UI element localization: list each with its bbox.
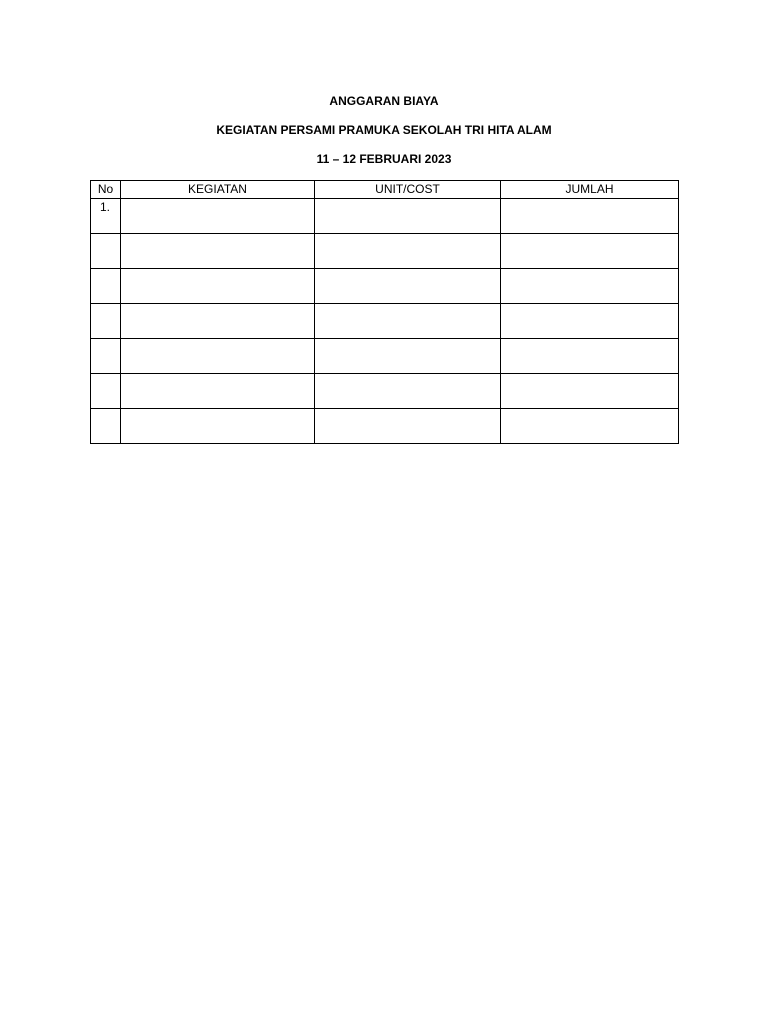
cell-unit-cost	[315, 409, 501, 444]
cell-jumlah	[501, 304, 679, 339]
cell-unit-cost	[315, 234, 501, 269]
cell-kegiatan	[121, 199, 315, 234]
header-jumlah: JUMLAH	[501, 181, 679, 199]
table-header	[91, 181, 679, 199]
cell-unit-cost	[315, 304, 501, 339]
cell-no	[91, 409, 121, 444]
table-body	[91, 199, 679, 444]
table-row	[91, 409, 679, 444]
cell-unit-cost	[315, 339, 501, 374]
header-row	[91, 181, 679, 199]
cell-kegiatan	[121, 269, 315, 304]
cell-no	[91, 234, 121, 269]
cell-jumlah	[501, 339, 679, 374]
cell-kegiatan	[121, 339, 315, 374]
cell-jumlah	[501, 269, 679, 304]
cell-no	[91, 339, 121, 374]
cell-no	[91, 269, 121, 304]
cell-unit-cost	[315, 199, 501, 234]
cell-kegiatan	[121, 304, 315, 339]
cell-unit-cost	[315, 269, 501, 304]
document-title: ANGGARAN BIAYA	[329, 94, 439, 108]
header-kegiatan: KEGIATAN	[121, 181, 315, 199]
cell-jumlah	[501, 409, 679, 444]
cell-unit-cost	[315, 374, 501, 409]
cell-kegiatan	[121, 409, 315, 444]
cell-no	[91, 304, 121, 339]
table-row	[91, 199, 679, 234]
document-subtitle: KEGIATAN PERSAMI PRAMUKA SEKOLAH TRI HITA ALAM	[216, 123, 552, 137]
cell-jumlah	[501, 374, 679, 409]
table-row	[91, 234, 679, 269]
cell-jumlah	[501, 234, 679, 269]
cell-kegiatan	[121, 374, 315, 409]
cell-jumlah	[501, 199, 679, 234]
table-row	[91, 374, 679, 409]
budget-table	[90, 180, 679, 444]
header-unit-cost: UNIT/COST	[315, 181, 501, 199]
cell-kegiatan	[121, 234, 315, 269]
header-no: No	[91, 181, 121, 199]
cell-no	[91, 374, 121, 409]
table-row	[91, 269, 679, 304]
cell-no: 1.	[91, 199, 121, 234]
table-row	[91, 339, 679, 374]
document-date: 11 – 12 FEBRUARI 2023	[316, 152, 452, 166]
table-row	[91, 304, 679, 339]
